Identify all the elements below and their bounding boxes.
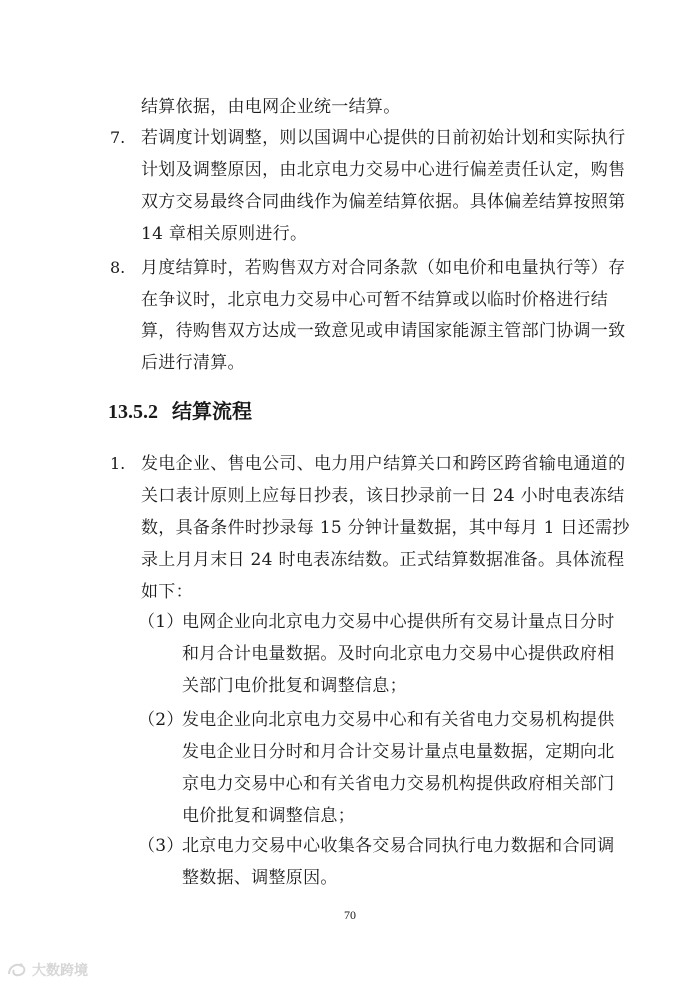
- item8-line-4: 后进行清算。: [141, 353, 245, 373]
- item7-line-1: 若调度计划调整，则以国调中心提供的日前初始计划和实际执行: [141, 128, 626, 148]
- sub2-line-3: 京电力交易中心和有关省电力交易机构提供政府相关部门: [182, 774, 615, 794]
- item1-line-2: 关口表计原则上应每日抄表，该日抄录前一日 24 小时电表冻结: [141, 486, 625, 506]
- list-number-8: 8.: [110, 258, 126, 277]
- section-number: 13.5.2: [108, 401, 158, 423]
- item7-line-3: 双方交易最终合同曲线作为偏差结算依据。具体偏差结算按照第: [141, 192, 626, 212]
- sub2-line-2: 发电企业日分时和月合计交易计量点电量数据，定期向北: [182, 742, 615, 762]
- item7-line-2: 计划及调整原因，由北京电力交易中心进行偏差责任认定，购售: [141, 160, 626, 180]
- watermark: [6, 958, 88, 982]
- sub1-line-1: 电网企业向北京电力交易中心提供所有交易计量点日分时: [182, 612, 615, 632]
- item1-line-5: 如下：: [141, 582, 193, 602]
- item8-line-2: 在争议时，北京电力交易中心可暂不结算或以临时价格进行结: [141, 290, 609, 310]
- continuation-text: 结算依据，由电网企业统一结算。: [141, 97, 401, 117]
- sub3-line-2: 整数据、调整原因。: [182, 868, 338, 888]
- section-title: 结算流程: [172, 399, 252, 423]
- sub1-line-2: 和月合计电量数据。及时向北京电力交易中心提供政府相: [182, 644, 615, 664]
- list-number-1: 1.: [110, 454, 126, 473]
- page-number: 70: [344, 908, 356, 922]
- watermark-logo-icon: [6, 960, 28, 980]
- item1-line-1: 发电企业、售电公司、电力用户结算关口和跨区跨省输电通道的: [141, 454, 626, 474]
- item1-line-4: 录上月月末日 24 时电表冻结数。正式结算数据准备。具体流程: [141, 550, 625, 570]
- sub1-line-3: 关部门电价批复和调整信息；: [182, 676, 407, 696]
- item1-line-3: 数，具备条件时抄录每 15 分钟计量数据，其中每月 1 日还需抄: [141, 518, 630, 538]
- sub2-line-1: 发电企业向北京电力交易中心和有关省电力交易机构提供: [182, 710, 615, 730]
- sub-number-1: （1）: [138, 612, 184, 632]
- section-heading: [108, 398, 252, 425]
- sub-number-2: （2）: [138, 710, 184, 730]
- item7-line-4: 14 章相关原则进行。: [141, 224, 308, 244]
- watermark-text: 大数跨境: [32, 963, 88, 979]
- sub3-line-1: 北京电力交易中心收集各交易合同执行电力数据和合同调: [182, 836, 615, 856]
- list-number-7: 7.: [110, 128, 126, 147]
- sub-number-3: （3）: [138, 836, 184, 856]
- sub2-line-4: 电价批复和调整信息；: [182, 806, 355, 826]
- item8-line-3: 算，待购售双方达成一致意见或申请国家能源主管部门协调一致: [141, 321, 626, 341]
- item8-line-1: 月度结算时，若购售双方对合同条款（如电价和电量执行等）存: [141, 258, 626, 278]
